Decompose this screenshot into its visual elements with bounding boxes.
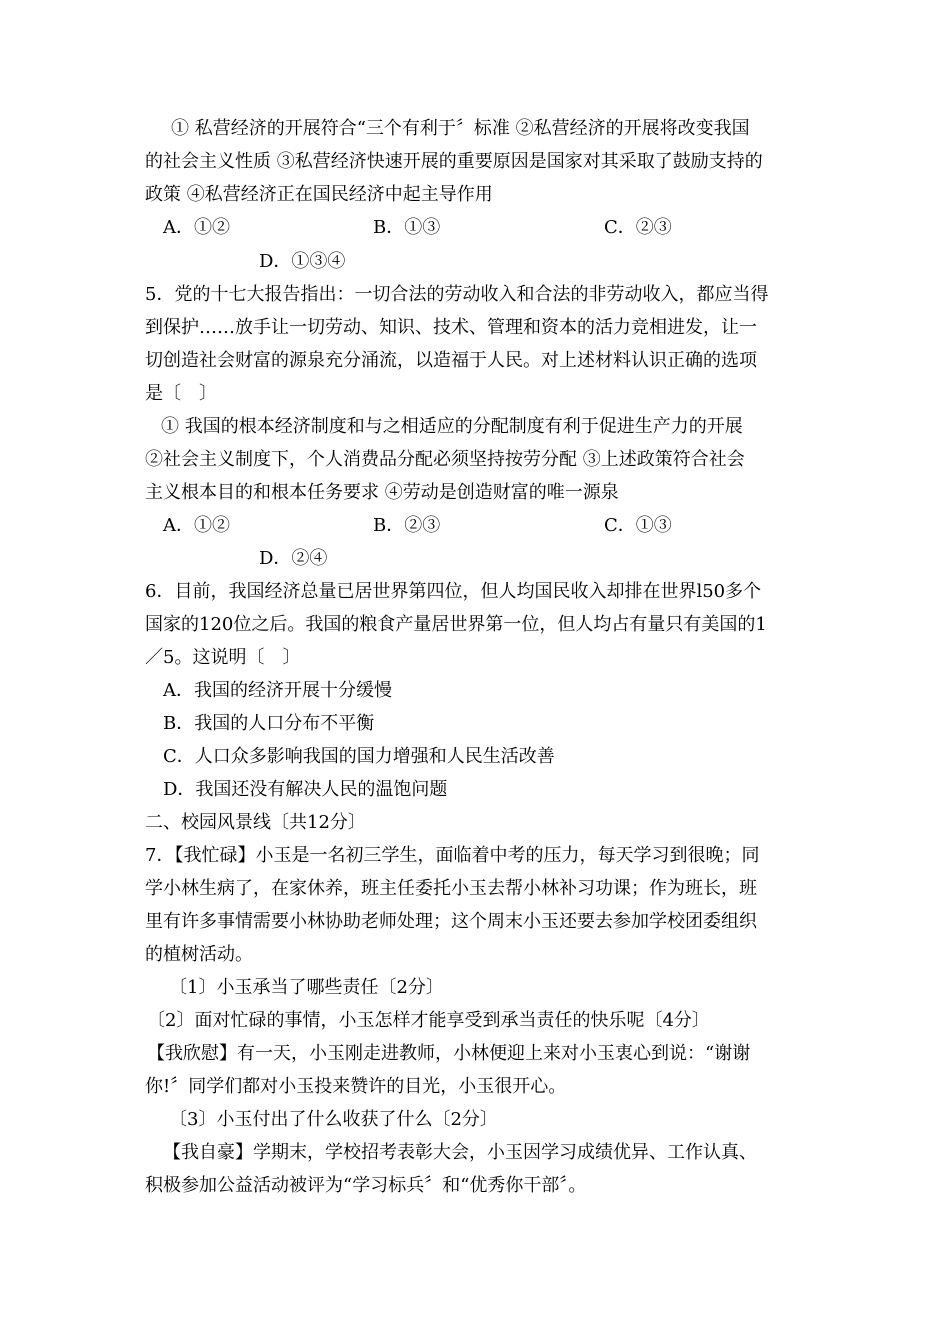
q7-stem-line-3: 里有许多事情需要小林协助老师处理；这个周末小玉还要去参加学校团委组织 [145, 911, 757, 932]
q4-option-d: D．①③④ [259, 251, 346, 272]
q7-sub-question-1: 〔1〕小玉承当了哪些责任〔2分〕 [169, 977, 444, 998]
q4-option-c: C．②③ [604, 217, 672, 238]
q7-stem-line-4: 的植树活动。 [145, 944, 253, 965]
q7-joy-line-2: 你!〞同学们都对小玉投来赞许的目光，小玉很开心。 [145, 1076, 567, 1097]
q7-joy-line-1: 【我欣慰】有一天，小玉刚走进教师，小林便迎上来对小玉衷心到说：“谢谢 [147, 1043, 751, 1064]
q4-option-a: A．①② [163, 217, 230, 238]
q4-statements-line-3: 政策 ④私营经济正在国民经济中起主导作用 [145, 184, 493, 205]
q6-option-c: C．人口众多影响我国的国力增强和人民生活改善 [163, 746, 555, 767]
q5-stem-line-1: 5．党的十七大报告指出：一切合法的劳动收入和合法的非劳动收入，都应当得 [145, 284, 769, 305]
q7-stem-line-2: 学小林生病了，在家休养，班主任委托小玉去帮小林补习功课；作为班长，班 [145, 878, 757, 899]
q6-option-b: B．我国的人口分布不平衡 [163, 713, 375, 734]
q5-stem-line-2: 到保护……放手让一切劳动、知识、技术、管理和资本的活力竞相进发，让一 [145, 317, 757, 338]
q6-stem-line-1: 6．目前，我国经济总量已居世界第四位，但人均国民收入却排在世界l50多个 [145, 581, 762, 602]
q6-stem-line-2: 国家的120位之后。我国的粮食产量居世界第一位，但人均占有量只有美国的1 [145, 614, 767, 635]
q6-stem-line-3: ／5。这说明〔 〕 [145, 647, 301, 668]
q7-stem-line-1: 7．【我忙碌】小玉是一名初三学生，面临着中考的压力，每天学习到很晚；同 [145, 845, 760, 866]
q5-option-c: C．①③ [604, 515, 672, 536]
q4-statements-line-1: ① 私营经济的开展符合“三个有利于〞标准 ②私营经济的开展将改变我国 [171, 118, 750, 139]
q7-sub-question-3: 〔3〕小玉付出了什么收获了什么〔2分〕 [169, 1109, 498, 1130]
q7-pride-line-2: 积极参加公益活动被评为“学习标兵〞和“优秀你干部〞。 [145, 1175, 587, 1196]
q5-option-a: A．①② [163, 515, 230, 536]
q6-option-d: D．我国还没有解决人民的温饱问题 [163, 779, 448, 800]
q6-option-a: A．我国的经济开展十分缓慢 [163, 680, 392, 701]
q5-option-b: B．②③ [373, 515, 441, 536]
q5-statements-line-3: 主义根本目的和根本任务要求 ④劳动是创造财富的唯一源泉 [145, 482, 619, 503]
q4-option-b: B．①③ [373, 217, 441, 238]
q4-statements-line-2: 的社会主义性质 ③私营经济快速开展的重要原因是国家对其采取了鼓励支持的 [145, 151, 763, 172]
section-2-heading: 二、校园风景线〔共12分〕 [145, 812, 366, 833]
q7-sub-question-2: 〔2〕面对忙碌的事情，小玉怎样才能享受到承当责任的快乐呢〔4分〕 [147, 1010, 710, 1031]
q5-stem-line-3: 切创造社会财富的源泉充分涌流，以造福于人民。对上述材料认识正确的选项 [145, 350, 757, 371]
q5-statements-line-1: ① 我国的根本经济制度和与之相适应的分配制度有利于促进生产力的开展 [161, 416, 743, 437]
q5-stem-line-4: 是〔 〕 [145, 383, 217, 404]
q5-statements-line-2: ②社会主义制度下，个人消费品分配必须坚持按劳分配 ③上述政策符合社会 [145, 449, 745, 470]
q7-pride-line-1: 【我自豪】学期末，学校招考表彰大会，小玉因学习成绩优异、工作认真、 [163, 1142, 757, 1163]
q5-option-d: D．②④ [259, 548, 328, 569]
